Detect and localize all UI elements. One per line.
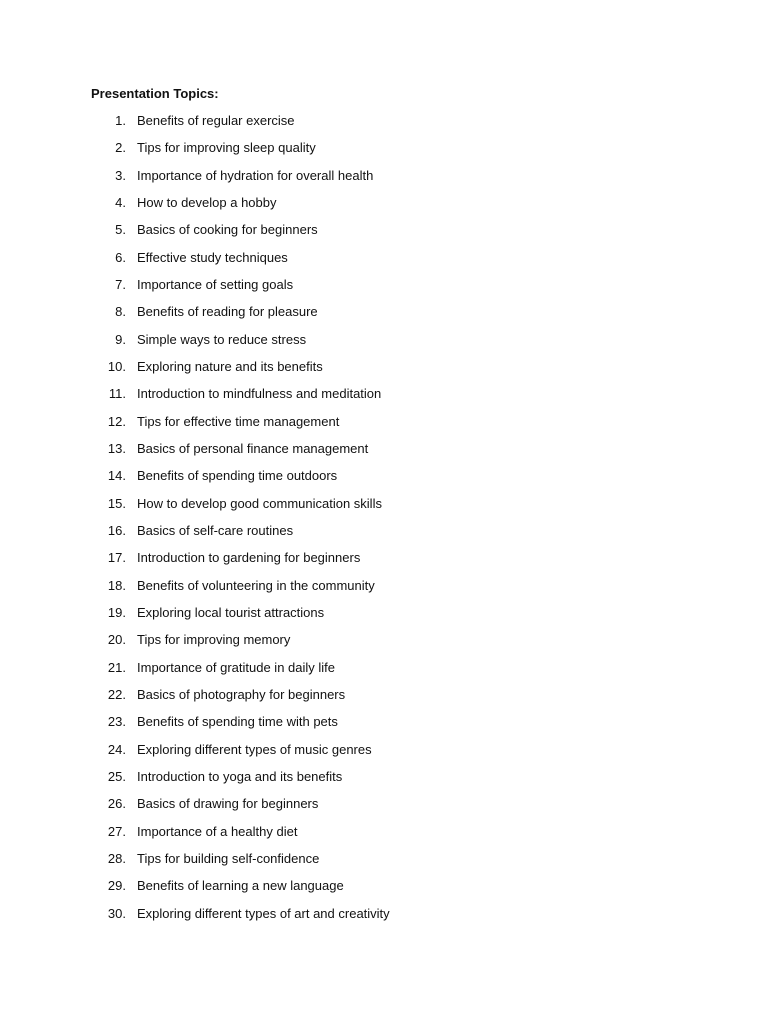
topic-number: 24.	[107, 741, 126, 757]
topic-text: Importance of setting goals	[137, 276, 294, 292]
topic-item	[0, 659, 500, 686]
topic-item	[0, 331, 500, 358]
topic-text: Basics of cooking for beginners	[137, 222, 318, 238]
topic-list	[0, 112, 500, 932]
topic-number: 10.	[107, 358, 126, 374]
topic-text: Introduction to gardening for beginners	[137, 550, 361, 566]
topic-number: 14.	[107, 468, 126, 484]
topic-number: 12.	[107, 413, 126, 429]
topic-item	[0, 905, 500, 932]
topic-item	[0, 139, 500, 166]
topic-number: 2.	[115, 140, 126, 156]
topic-item	[0, 112, 500, 139]
topic-item	[0, 686, 500, 713]
topic-text: How to develop good communication skills	[137, 495, 382, 511]
topic-item	[0, 276, 500, 303]
topic-number: 30.	[107, 905, 126, 921]
topic-number: 21.	[107, 659, 126, 675]
topic-text: Basics of drawing for beginners	[137, 796, 319, 812]
topic-number: 4.	[115, 194, 126, 210]
topic-item	[0, 522, 500, 549]
topic-number: 25.	[107, 768, 126, 784]
topic-text: Tips for improving sleep quality	[137, 140, 316, 156]
topic-text: Introduction to yoga and its benefits	[137, 768, 343, 784]
topic-number: 27.	[107, 823, 126, 839]
topic-number: 20.	[107, 632, 126, 648]
topic-text: Importance of a healthy diet	[137, 823, 298, 839]
topic-text: Introduction to mindfulness and meditation	[137, 386, 382, 402]
topic-item	[0, 823, 500, 850]
topic-text: Importance of gratitude in daily life	[137, 659, 335, 675]
topic-number: 9.	[115, 331, 126, 347]
topic-text: Simple ways to reduce stress	[137, 331, 307, 347]
topic-number: 28.	[107, 850, 126, 866]
topic-item	[0, 713, 500, 740]
topic-number: 3.	[115, 167, 126, 183]
topic-number: 7.	[115, 276, 126, 292]
topic-item	[0, 877, 500, 904]
topic-item	[0, 221, 500, 248]
topic-item	[0, 577, 500, 604]
topic-text: Benefits of regular exercise	[137, 113, 295, 128]
topic-item	[0, 167, 500, 194]
topic-item	[0, 303, 500, 330]
topic-item	[0, 358, 500, 385]
topic-text: Tips for effective time management	[137, 413, 340, 429]
topic-text: Tips for building self-confidence	[137, 850, 320, 866]
topic-number: 18.	[107, 577, 126, 593]
topic-text: Effective study techniques	[137, 249, 288, 265]
topic-item	[0, 249, 500, 276]
topic-number: 6.	[115, 249, 126, 265]
topic-item	[0, 741, 500, 768]
topic-text: Exploring different types of music genres	[137, 741, 372, 757]
topic-number: 15.	[107, 495, 126, 511]
topic-text: Benefits of learning a new language	[137, 878, 344, 894]
topic-text: Benefits of spending time with pets	[137, 714, 338, 730]
topic-text: How to develop a hobby	[137, 194, 277, 210]
topic-item	[0, 467, 500, 494]
topic-item	[0, 850, 500, 877]
topic-item	[0, 631, 500, 658]
topic-item	[0, 495, 500, 522]
topic-text: Benefits of reading for pleasure	[137, 304, 318, 320]
topic-text: Importance of hydration for overall health	[137, 167, 374, 183]
topic-text: Benefits of volunteering in the community	[137, 577, 375, 593]
document-heading: Presentation Topics:	[91, 86, 219, 101]
topic-text: Basics of self-care routines	[137, 522, 294, 538]
topic-text: Exploring different types of art and creativity	[137, 905, 390, 921]
topic-number: 29.	[107, 878, 126, 894]
topic-text: Exploring local tourist attractions	[137, 604, 325, 620]
topic-number: 19.	[107, 604, 126, 620]
topic-text: Exploring nature and its benefits	[137, 358, 323, 374]
topic-item	[0, 549, 500, 576]
topic-number: 13.	[107, 440, 126, 456]
topic-number: 11.	[108, 386, 126, 402]
topic-item	[0, 194, 500, 221]
topic-number: 16.	[107, 522, 126, 538]
topic-item	[0, 768, 500, 795]
topic-item	[0, 604, 500, 631]
topic-number: 17.	[107, 550, 126, 566]
topic-item	[0, 413, 500, 440]
topic-text: Benefits of spending time outdoors	[137, 468, 338, 484]
topic-item	[0, 440, 500, 467]
topic-item	[0, 795, 500, 822]
topic-number: 22.	[107, 686, 126, 702]
topic-number: 5.	[115, 222, 126, 238]
topic-number: 26.	[107, 796, 126, 812]
topic-number: 8.	[115, 304, 126, 320]
topic-number: 23.	[107, 714, 126, 730]
topic-text: Basics of photography for beginners	[137, 686, 346, 702]
topic-text: Tips for improving memory	[137, 632, 291, 648]
topic-text: Basics of personal finance management	[137, 440, 369, 456]
topic-item	[0, 385, 500, 412]
topic-number: 1.	[115, 113, 126, 128]
